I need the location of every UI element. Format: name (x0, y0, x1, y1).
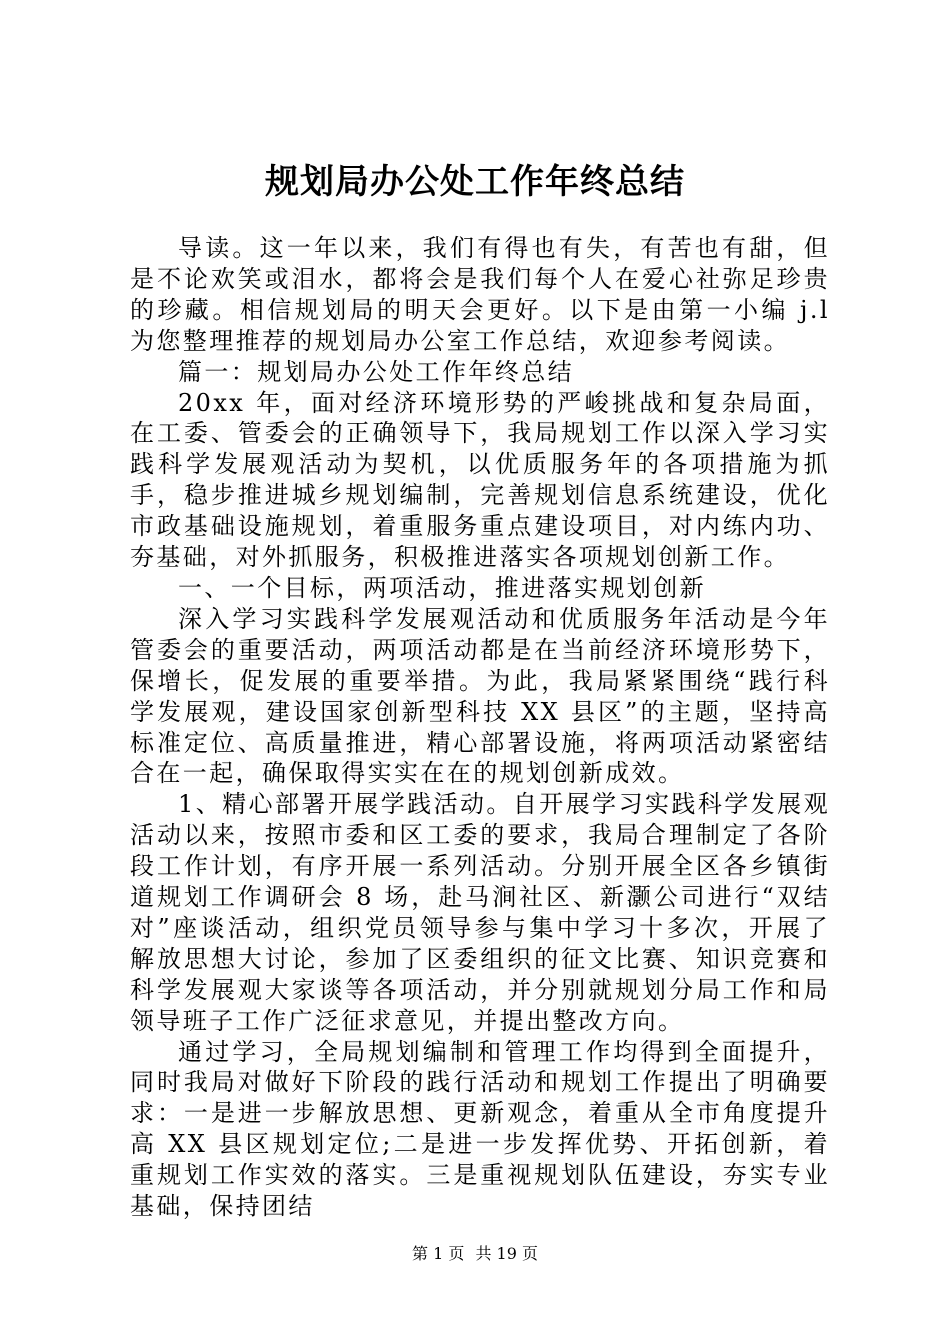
page-total: 共 19 页 (475, 1244, 538, 1263)
paragraph-section-heading: 篇一：规划局办公处工作年终总结 (178, 357, 574, 386)
paragraph-overview: 20xx 年，面对经济环境形势的严峻挑战和复杂局面，在工委、管委会的正确领导下，我局规划工作以深入学习实践科学发展观活动为契机，以优质服务年的各项措施为抓手，稳步推进城乡规划编制，完善规划信息系统建设，优化市政基础设施规划，着重服务重点建设项目，对内练内功、夯基础，对外抓服务，积极推进落实各项规划创新工作。 (130, 388, 830, 572)
paragraph-item-1: 1、精心部署开展学践活动。自开展学习实践科学发展观活动以来，按照市委和区工委的要求，我局合理制定了各阶段工作计划，有序开展一系列活动。分别开展全区各乡镇街道规划工作调研会 8 场，赴马涧社区、新灏公司进行“双结对”座谈活动，组织党员领导参与集中学习十多次，开展了解放思想大讨论，参加了区委组织的征文比赛、知识竞赛和科学发展观大家谈等各项活动，并分别就规划分局工作和局领导班子工作广泛征求意见，并提出整改方向。 (130, 790, 830, 1035)
document-body (130, 233, 830, 1222)
paragraph-subheading: 一、一个目标，两项活动，推进落实规划创新 (178, 573, 706, 602)
paragraph-activities: 深入学习实践科学发展观活动和优质服务年活动是今年管委会的重要活动，两项活动都是在当前经济环境形势下，保增长，促发展的重要举措。为此，我局紧紧围绕“践行科学发展观，建设国家创新型科技 XX 县区”的主题，坚持高标准定位、高质量推进，精心部署设施，将两项活动紧密结合在一起，确保取得实实在在的规划创新成效。 (130, 604, 830, 788)
paragraph-learning: 通过学习，全局规划编制和管理工作均得到全面提升，同时我局对做好下阶段的践行活动和规划工作提出了明确要求：一是进一步解放思想、更新观念，着重从全市角度提升高 XX 县区规划定位;二是进一步发挥优势、开拓创新，着重规划工作实效的落实。三是重视规划队伍建设，夯实专业基础，保持团结 (130, 1037, 830, 1221)
paragraph-intro: 导读。这一年以来，我们有得也有失，有苦也有甜，但是不论欢笑或泪水，都将会是我们每个人在爱心社弥足珍贵的珍藏。相信规划局的明天会更好。以下是由第一小编 j.l 为您整理推荐的规划局办公室工作总结，欢迎参考阅读。 (130, 234, 830, 355)
page-footer (0, 1243, 950, 1265)
document-title: 规划局办公处工作年终总结 (265, 162, 685, 202)
page-number: 第 1 页 (412, 1244, 465, 1263)
